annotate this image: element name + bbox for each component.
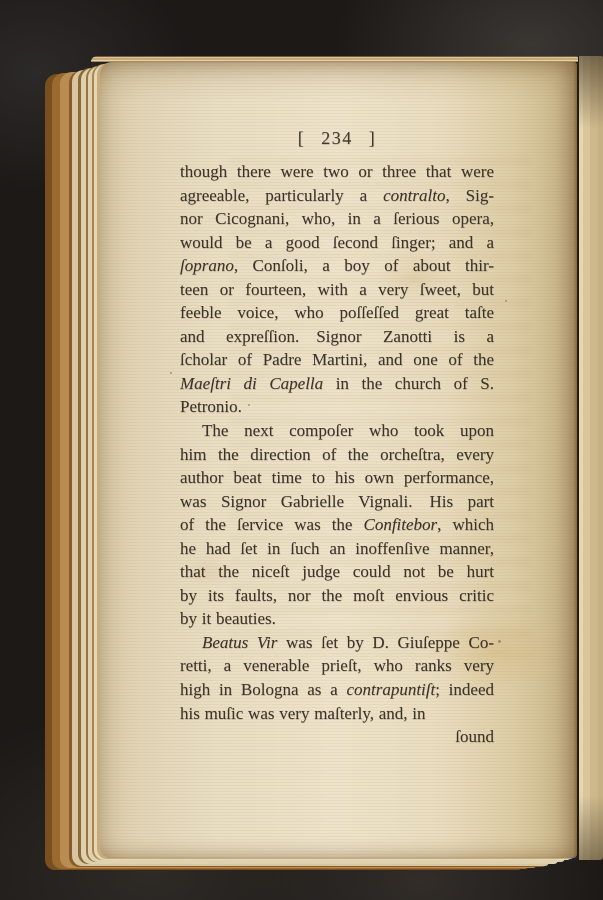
paper-speck [170, 372, 172, 374]
italic-text: contrapuntiſt [346, 680, 436, 700]
text-line [180, 704, 494, 728]
body-text: was Signor Gabrielle Vignali. His part [180, 491, 494, 511]
body-text: The next compoſer who took upon [202, 421, 494, 441]
italic-text: Beatus Vir [202, 632, 278, 652]
body-text: teen or fourteen, with a very ſweet, but [180, 279, 494, 299]
italic-text: ſoprano [180, 256, 234, 276]
text-line [180, 350, 494, 374]
body-text: Petronio. [180, 397, 242, 417]
paper-speck [498, 640, 501, 643]
text-line [180, 374, 494, 398]
body-text: would be a good ſecond ſinger; and a [180, 232, 494, 252]
body-text: he had ſet in ſuch an inoffenſive manner, [180, 538, 494, 558]
body-text: though there were two or three that were [180, 162, 494, 181]
text-line [180, 633, 494, 657]
body-text: that the niceſt judge could not be hurt [180, 562, 494, 582]
body-text: ; indeed [435, 680, 494, 700]
body-text: agreeable, particularly a [180, 185, 384, 205]
text-line [180, 468, 494, 492]
catchword [180, 727, 494, 751]
body-text: ſcholar of Padre Martini, and one of the [180, 350, 494, 370]
text-line [180, 280, 494, 304]
body-text: by it beauties. [180, 609, 276, 629]
body-text: his muſic was very maſterly, and, in [180, 703, 426, 723]
text-line [180, 586, 494, 610]
text-line [180, 492, 494, 516]
text-line [180, 303, 494, 327]
facing-page-edge [576, 56, 603, 860]
text-line [180, 397, 494, 421]
italic-text: Maeſtri di Capella [180, 373, 324, 393]
text-line [180, 256, 494, 280]
text-block [180, 162, 494, 751]
text-line [180, 539, 494, 563]
body-text: , Sig- [445, 185, 494, 205]
italic-text: Confitebor [363, 515, 438, 535]
body-text: him the direction of the orcheſtra, every [180, 444, 494, 464]
body-text: feeble voice, who poſſeſſed great taſte [180, 303, 494, 323]
body-text: high in Bologna as a [180, 680, 347, 700]
body-text: ſound [455, 727, 494, 747]
paper-speck [505, 300, 507, 302]
text-line [180, 562, 494, 586]
text-line [180, 680, 494, 704]
body-text: author beat time to his own performance, [180, 468, 494, 488]
text-line [180, 421, 494, 445]
body-text: by its faults, nor the moſt envious critic [180, 585, 494, 605]
text-line [180, 327, 494, 351]
text-line [180, 209, 494, 233]
body-text: and expreſſion. Signor Zanotti is a [180, 326, 494, 346]
text-line [180, 162, 494, 186]
body-text: nor Cicognani, who, in a ſerious opera, [180, 209, 494, 229]
book-page [100, 62, 577, 858]
page-number: [ 234 ] [297, 128, 377, 148]
body-text: retti, a venerable prieſt, who ranks very [180, 656, 494, 676]
body-text: was ſet by D. Giuſeppe Co- [277, 632, 494, 652]
italic-text: contralto [383, 185, 446, 205]
text-line [180, 609, 494, 633]
text-line [180, 186, 494, 210]
body-text: , Conſoli, a boy of about thir- [233, 256, 494, 276]
text-line [180, 445, 494, 469]
text-line [180, 515, 494, 539]
body-text: , which [437, 515, 494, 535]
text-line [180, 656, 494, 680]
text-line [180, 233, 494, 257]
body-text: of the ſervice was the [180, 515, 364, 535]
body-text: in the church of S. [323, 373, 494, 393]
